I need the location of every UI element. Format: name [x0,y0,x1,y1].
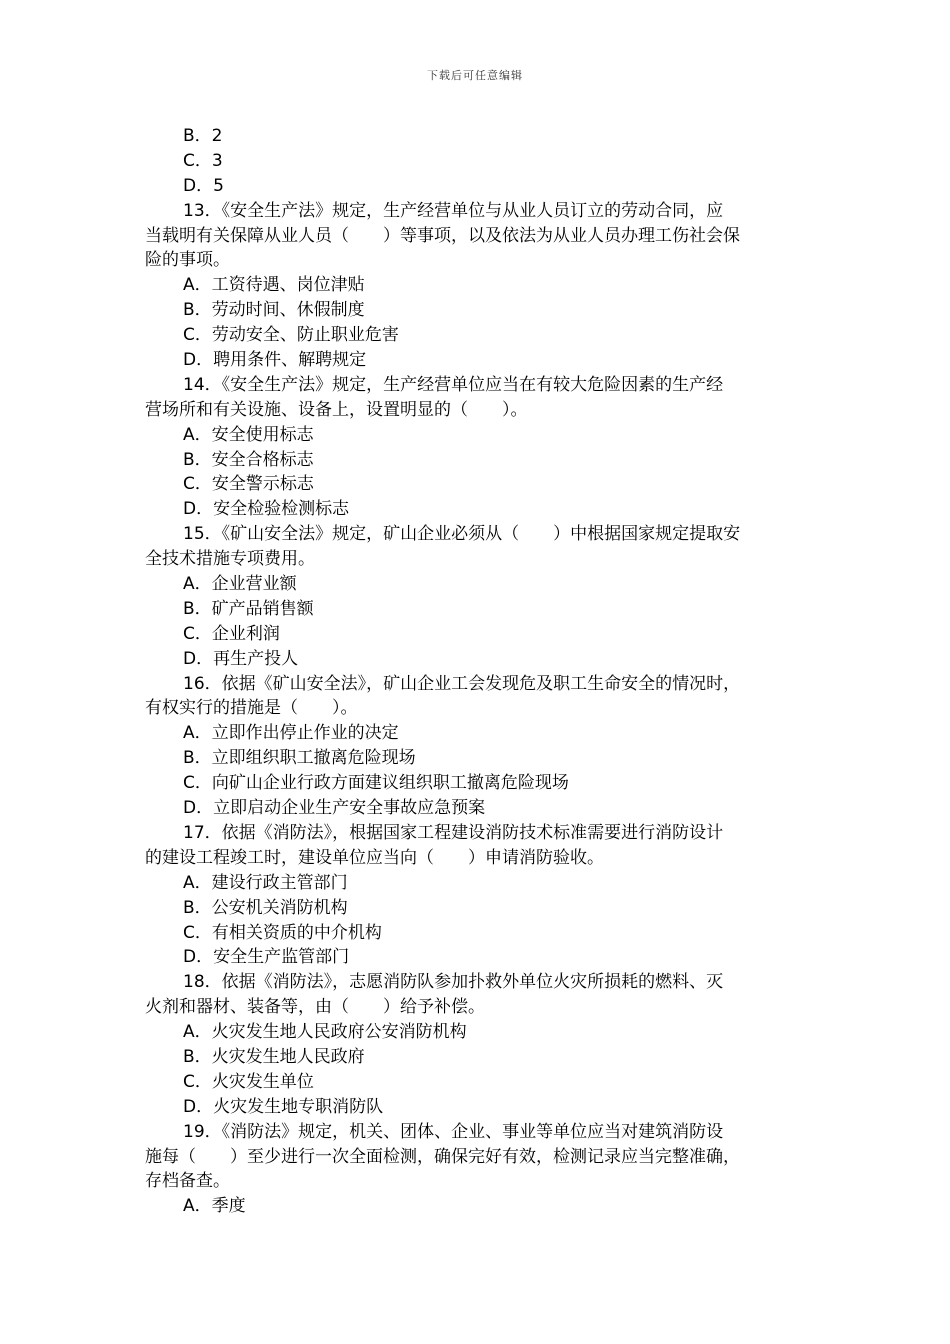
answer-option: C．火灾发生单位 [183,1071,314,1092]
question-text-line: 存档备查。 [145,1171,230,1192]
question-text-line: 15．《矿山安全法》规定，矿山企业必须从（ ）中根据国家规定提取安 [183,524,741,545]
question-text-line: 全技术措施专项费用。 [145,549,315,570]
answer-option: A．立即作出停止作业的决定 [183,723,399,744]
answer-option: D．安全检验检测标志 [183,499,350,520]
answer-option: C．3 [183,150,223,171]
answer-option: C．有相关资质的中介机构 [183,922,382,943]
answer-option: B．安全合格标志 [183,449,314,470]
answer-option: D．再生产投人 [183,648,299,669]
answer-option: A．建设行政主管部门 [183,872,348,893]
question-text-line: 营场所和有关设施、设备上，设置明显的（ ）。 [145,399,528,420]
question-text-line: 17．依据《消防法》，根据国家工程建设消防技术标准需要进行消防设计 [183,822,724,843]
answer-option: D．安全生产监管部门 [183,947,350,968]
question-text-line: 18．依据《消防法》，志愿消防队参加扑救外单位火灾所损耗的燃料、灭 [183,972,724,993]
answer-option: B．立即组织职工撤离危险现场 [183,748,416,769]
question-text-line: 19．《消防法》规定，机关、团体、企业、事业等单位应当对建筑消防设 [183,1121,724,1142]
answer-option: B．矿产品销售额 [183,598,314,619]
question-text-line: 险的事项。 [145,250,230,271]
answer-option: A．季度 [183,1196,246,1217]
answer-option: D．火灾发生地专职消防队 [183,1096,384,1117]
question-text-line: 的建设工程竣工时，建设单位应当向（ ）申请消防验收。 [145,847,604,868]
question-text-line: 16．依据《矿山安全法》，矿山企业工会发现危及职工生命安全的情况时， [183,673,741,694]
answer-option: C．企业利润 [183,623,280,644]
document-body [145,124,805,1219]
answer-option: B．2 [183,126,223,146]
answer-option: D．聘用条件、解聘规定 [183,350,367,371]
page-header: 下载后可任意编辑 [427,69,523,82]
question-text-line: 13．《安全生产法》规定，生产经营单位与从业人员订立的劳动合同，应 [183,200,724,221]
answer-option: A．火灾发生地人民政府公安消防机构 [183,1022,467,1043]
answer-option: D．立即启动企业生产安全事故应急预案 [183,798,486,819]
answer-option: A．工资待遇、岗位津贴 [183,275,365,296]
answer-option: A．企业营业额 [183,574,297,595]
answer-option: A．安全使用标志 [183,424,314,445]
answer-option: C．劳动安全、防止职业危害 [183,325,399,346]
question-text-line: 火剂和器材、装备等，由（ ）给予补偿。 [145,997,485,1018]
question-text-line: 有权实行的措施是（ ）。 [145,698,358,719]
answer-option: B．劳动时间、休假制度 [183,300,365,321]
answer-option: C．安全警示标志 [183,474,314,495]
question-text-line: 14．《安全生产法》规定，生产经营单位应当在有较大危险因素的生产经 [183,374,724,395]
answer-option: B．公安机关消防机构 [183,897,348,918]
question-text-line: 当载明有关保障从业人员（ ）等事项，以及依法为从业人员办理工伤社会保 [145,225,740,246]
answer-option: B．火灾发生地人民政府 [183,1046,365,1067]
question-text-line: 施每（ ）至少进行一次全面检测，确保完好有效，检测记录应当完整准确， [145,1146,740,1167]
answer-option: D．5 [183,175,224,196]
answer-option: C．向矿山企业行政方面建议组织职工撤离危险现场 [183,773,569,794]
